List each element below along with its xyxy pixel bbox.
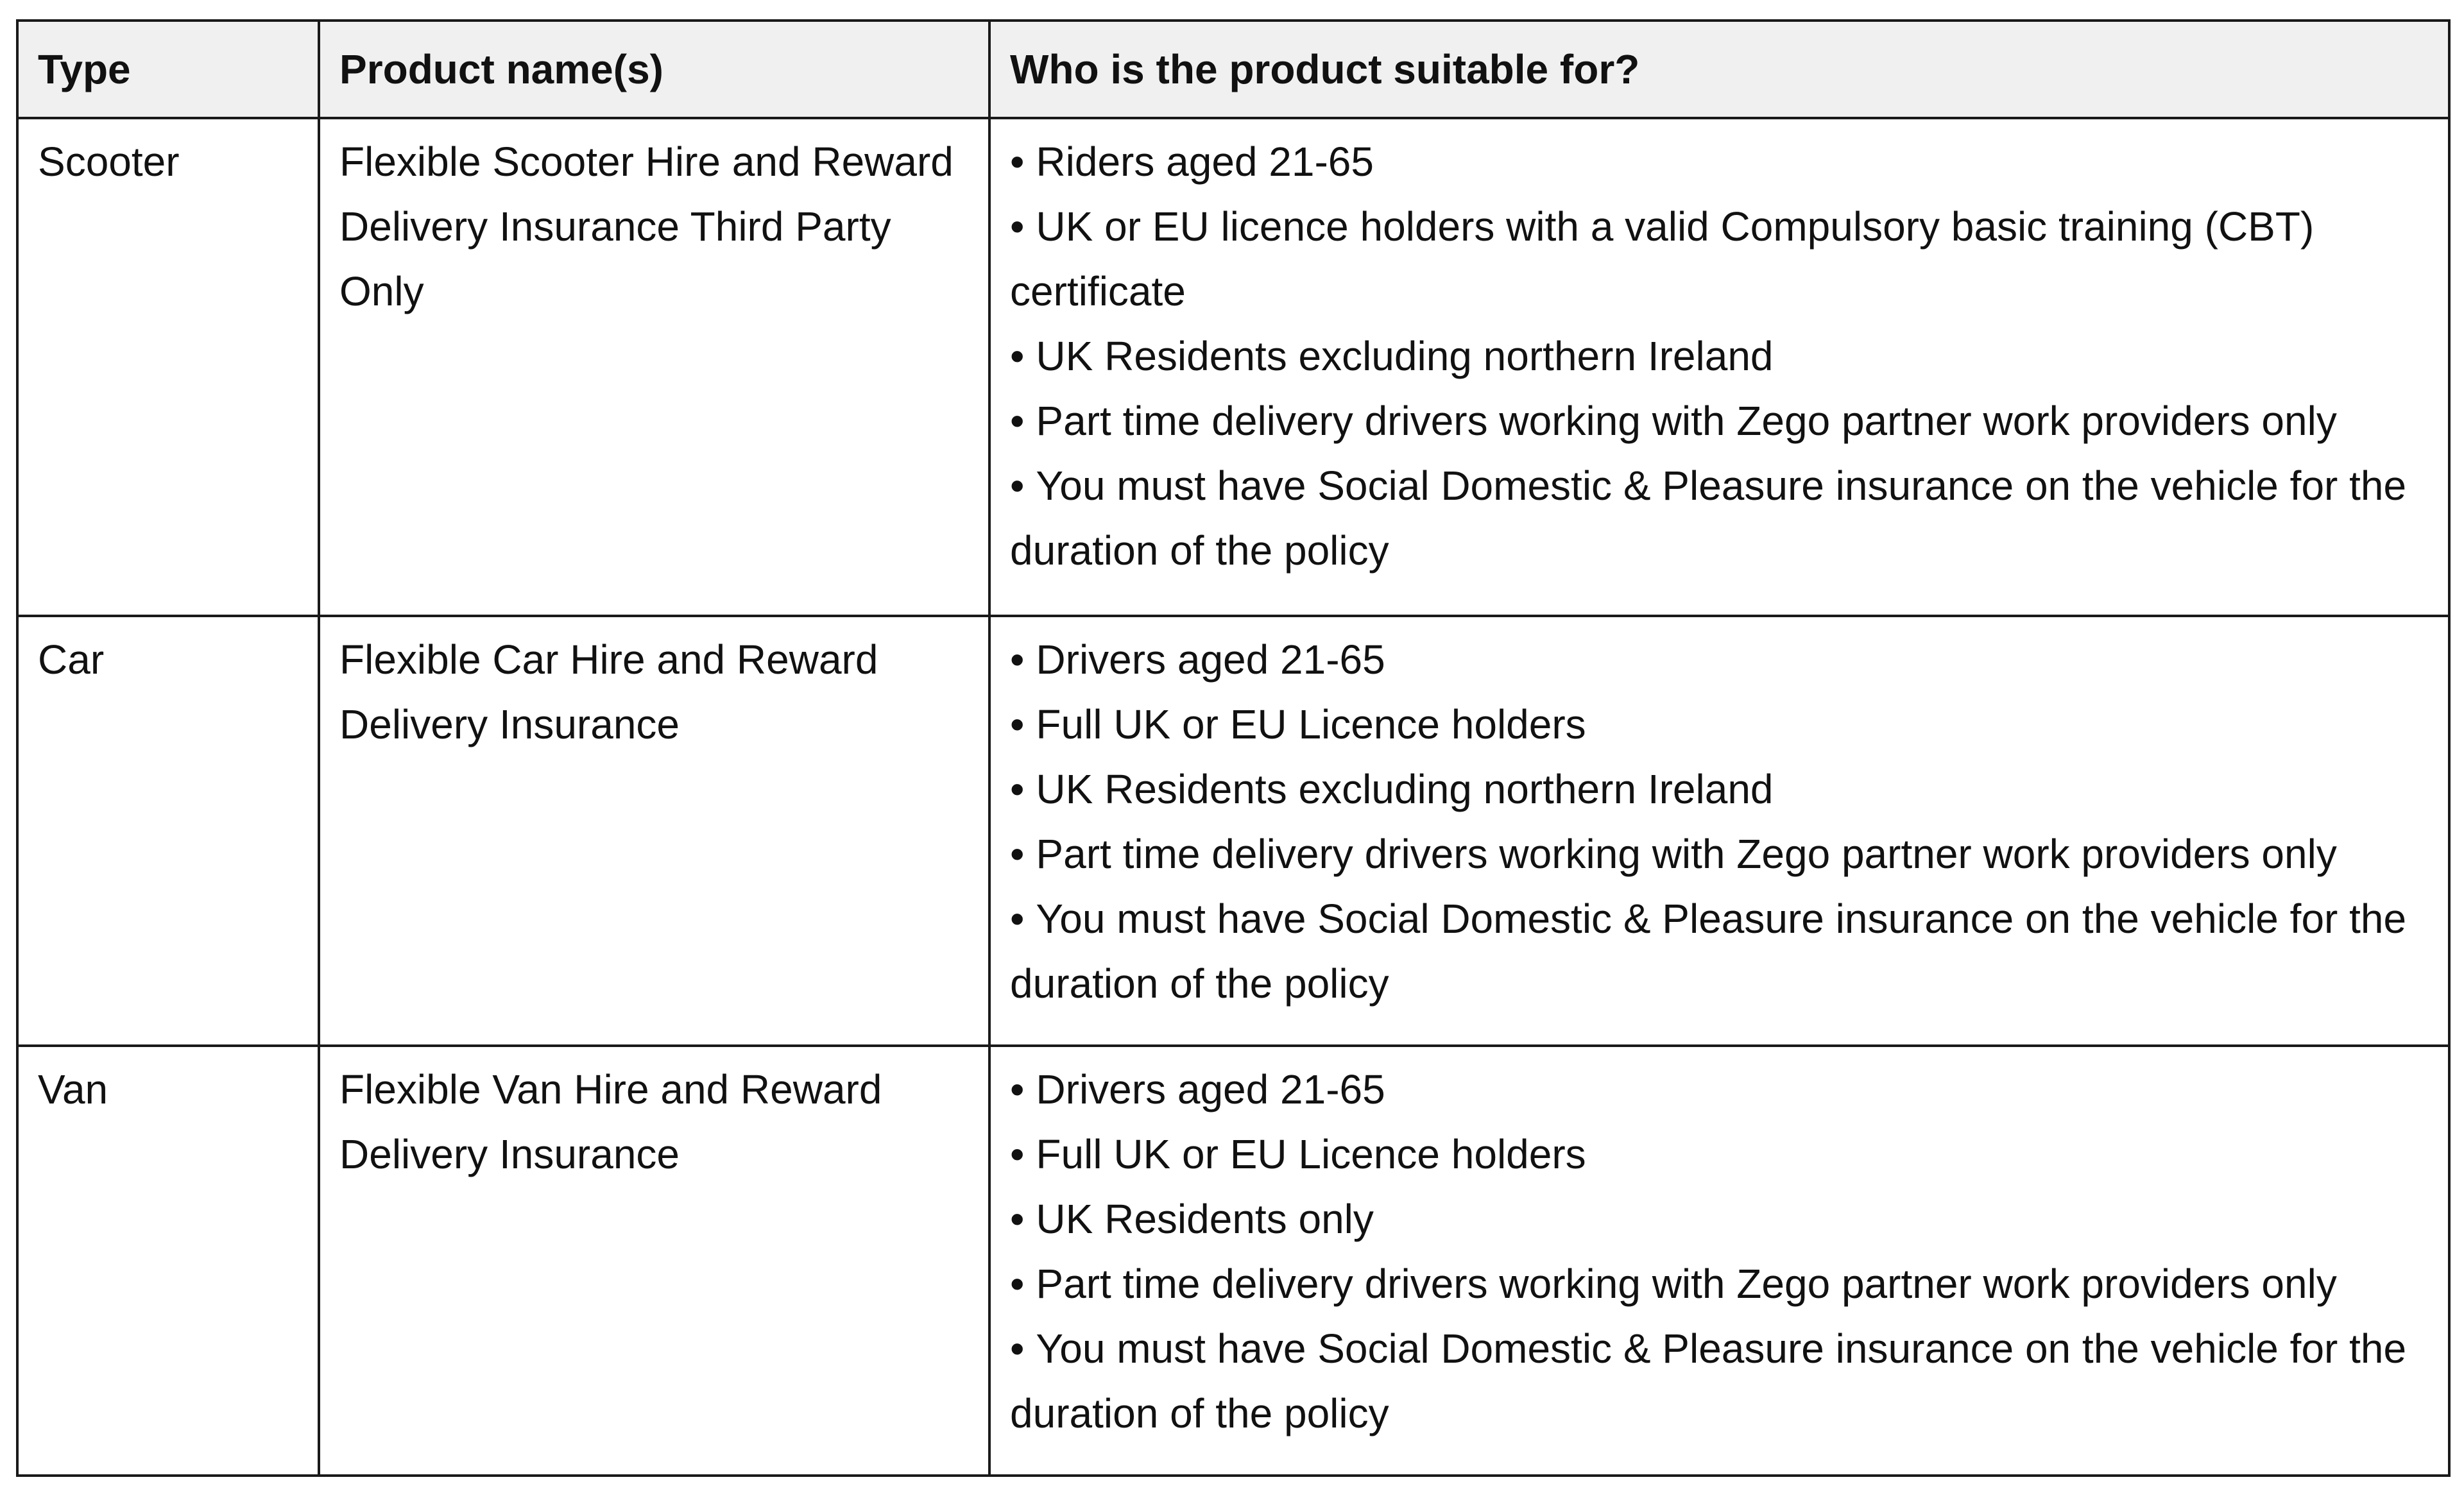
list-item: • Part time delivery drivers working with Zego partner work providers only <box>1010 389 2429 454</box>
table-row <box>17 118 2449 616</box>
cell-type: Car <box>17 616 319 1046</box>
cell-type: Scooter <box>17 118 319 616</box>
suitability-list <box>1010 130 2429 583</box>
header-suitable-for: Who is the product suitable for? <box>989 21 2449 118</box>
list-item: • UK Residents excluding northern Ireland <box>1010 324 2429 389</box>
cell-suitable-for <box>989 616 2449 1046</box>
list-item: • Full UK or EU Licence holders <box>1010 1122 2429 1187</box>
product-suitability-table <box>16 19 2451 1477</box>
suitability-list <box>1010 1057 2429 1446</box>
list-item: • UK Residents excluding northern Ireland <box>1010 757 2429 822</box>
cell-suitable-for <box>989 1046 2449 1476</box>
cell-product-name: Flexible Scooter Hire and Reward Delivery Insurance Third Party Only <box>319 118 989 616</box>
table-header <box>17 21 2449 118</box>
list-item: • Part time delivery drivers working with Zego partner work providers only <box>1010 1252 2429 1316</box>
list-item: • Part time delivery drivers working with Zego partner work providers only <box>1010 822 2429 887</box>
table-body <box>17 118 2449 1476</box>
list-item: • You must have Social Domestic & Pleasure insurance on the vehicle for the duration of the policy <box>1010 454 2429 583</box>
list-item: • You must have Social Domestic & Pleasure insurance on the vehicle for the duration of the policy <box>1010 887 2429 1016</box>
header-product-names: Product name(s) <box>319 21 989 118</box>
list-item: • Full UK or EU Licence holders <box>1010 692 2429 757</box>
cell-product-name: Flexible Car Hire and Reward Delivery Insurance <box>319 616 989 1046</box>
list-item: • Drivers aged 21-65 <box>1010 627 2429 692</box>
table-row <box>17 616 2449 1046</box>
header-type: Type <box>17 21 319 118</box>
cell-type: Van <box>17 1046 319 1476</box>
header-row <box>17 21 2449 118</box>
list-item: • Drivers aged 21-65 <box>1010 1057 2429 1122</box>
list-item: • UK Residents only <box>1010 1187 2429 1252</box>
list-item: • Riders aged 21-65 <box>1010 130 2429 194</box>
suitability-list <box>1010 627 2429 1016</box>
cell-product-name: Flexible Van Hire and Reward Delivery Insurance <box>319 1046 989 1476</box>
table-row <box>17 1046 2449 1476</box>
list-item: • UK or EU licence holders with a valid Compulsory basic training (CBT) certificate <box>1010 194 2429 324</box>
cell-suitable-for <box>989 118 2449 616</box>
list-item: • You must have Social Domestic & Pleasure insurance on the vehicle for the duration of the policy <box>1010 1316 2429 1446</box>
